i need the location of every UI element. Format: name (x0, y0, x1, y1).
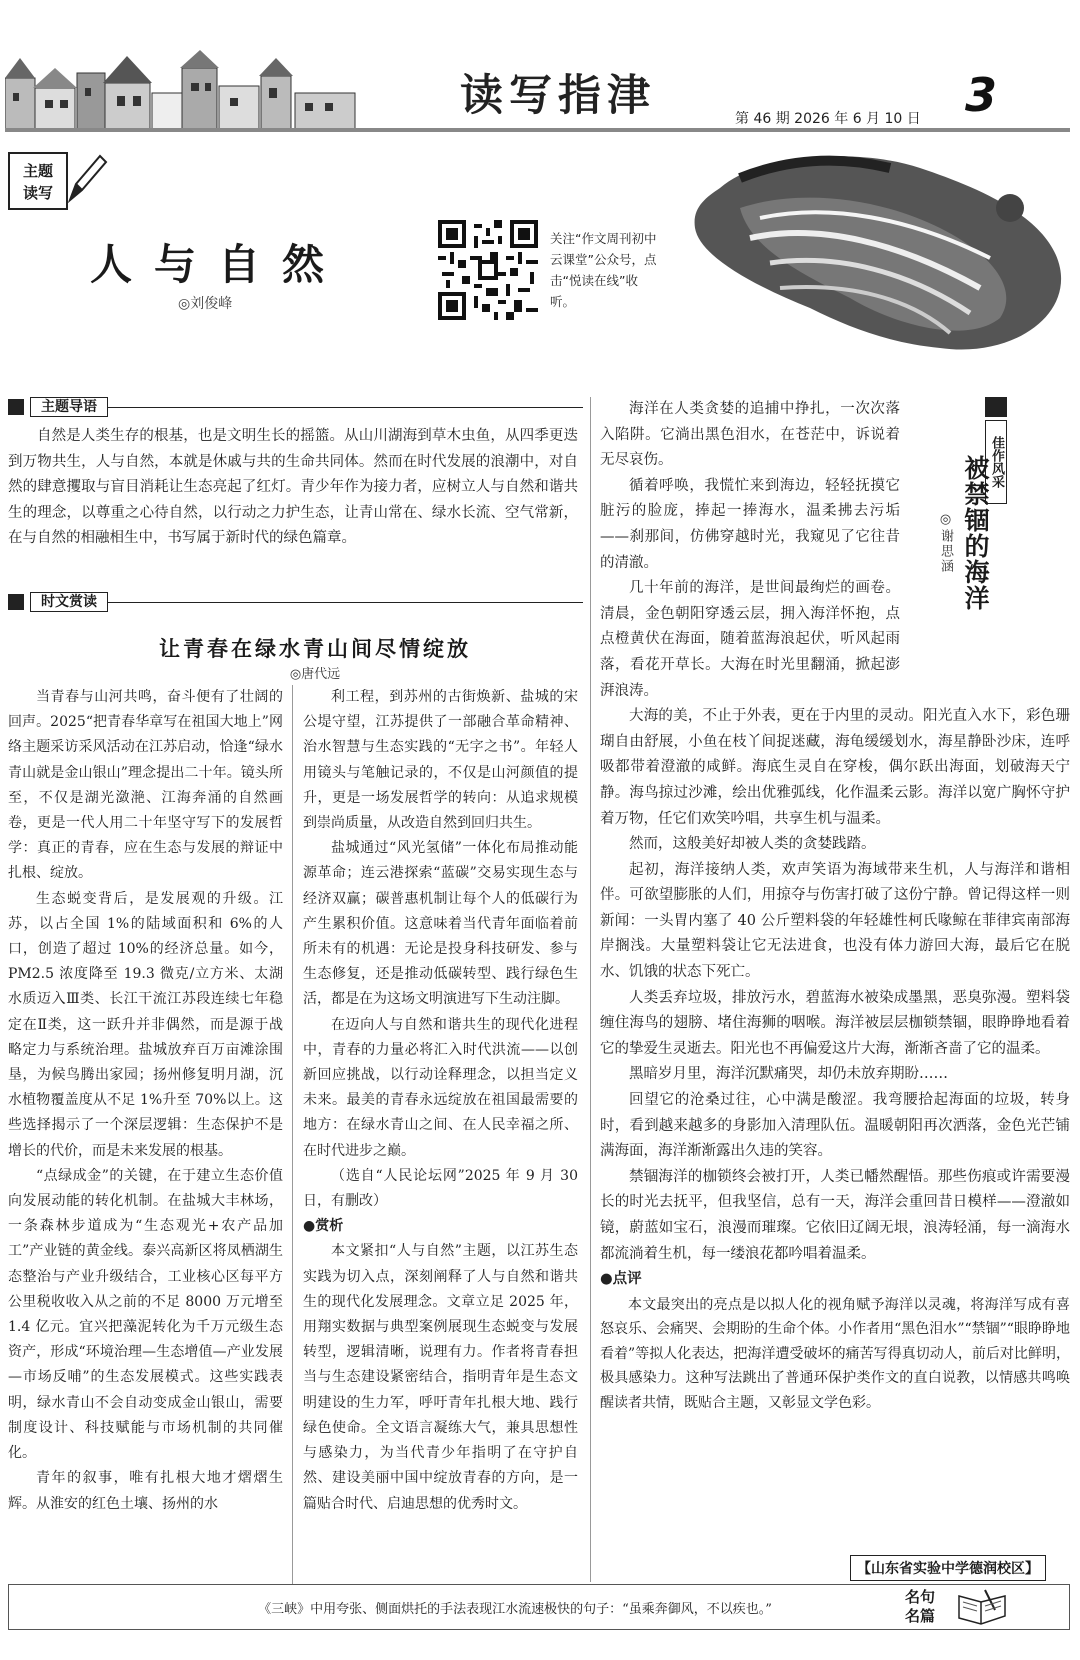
article-paragraph: 盐城通过“风光氢储”一体化布局推动能源革命；连云港探索“蓝碳”交易实现生态与经济双赢；碳普惠机制让每个人的低碳行为产生累积价值。这意味着当代青年面临着前所未有的机遇：无论是投身科技研发、参与生态修复，还是推动低碳转型、践行绿色生活，都是在为这场文明演进写下生动注脚。 (303, 840, 578, 1008)
essay-paragraph: 人类丢弃垃圾，排放污水，碧蓝海水被染成墨黑，恶臭弥漫。塑料袋缠住海鸟的翅膀、堵住海狮的咽喉。海洋被层层枷锁禁锢，眼睁睁地看着它的挚爱生灵逝去。阳光也不再偏爱这片大海，渐渐吝啬了它的温柔。 (600, 989, 1070, 1057)
essay-paragraph: 起初，海洋接纳人类，欢声笑语为海域带来生机，人与海洋和谐相伴。可欲望膨胀的人们，用掠夺与伤害打破了这份宁静。曾记得这样一则新闻：一头胃内塞了 40 公斤塑料袋的年轻雄性柯氏喙鲸在菲律宾南部海岸搁浅。大量塑料袋让它无法进食，也没有体力游回大海，最后它在脱水、饥饿的状态下死亡。 (600, 861, 1070, 981)
essay-paragraph: 黑暗岁月里，海洋沉默痛哭，却仍未放弃期盼…… (629, 1066, 948, 1083)
issue-date: 第 46 期 2026 年 6 月 10 日 (735, 111, 921, 127)
article-comment: 本文紧扣“人与自然”主题，以江苏生态实践为切入点，深刻阐释了人与自然和谐共生的现代化发展理念。文章立足 2025 年，用翔实数据与典型案例展现生态蜕变与发展转型，逻辑清晰，说理有力。作者将青春担当与生态建设紧密结合，指明青年是生态文明建设的生力军，呼吁青年扎根大地、践行绿色使命。全文语言凝练大气，兼具思想性与感染力，为当代青少年指明了在守护自然、建设美丽中国中绽放青春的方向，是一篇贴合时代、启迪思想的优秀时文。 (303, 1243, 578, 1512)
article-paragraph: 青年的叙事，唯有扎根大地才熠熠生辉。从淮安的红色土壤、扬州的水 (8, 1470, 283, 1512)
intro-text (8, 424, 578, 552)
masthead (0, 0, 1080, 140)
town-illustration (5, 48, 360, 132)
badge-line-1: 主题 (22, 162, 53, 180)
essay-paragraph: 回望它的沧桑过往，心中满是酸涩。我弯腰拾起海面的垃圾，转身时，看到越来越多的身影加入清理队伍。温暖朝阳再次洒落，金色光芒铺满海面，海洋渐渐露出久违的笑容。 (600, 1092, 1070, 1160)
footer-label-line-1: 名句 (905, 1588, 936, 1606)
article-heading (8, 592, 583, 612)
heading-line (108, 407, 583, 408)
topic-badge (8, 152, 68, 210)
badge-line-2: 读写 (22, 184, 53, 202)
article-paragraph: 当青春与山河共鸣，奋斗便有了壮阔的回声。2025“把青春华章写在祖国大地上”网络主题采访采风活动在江苏启动，恰逢“绿水青山就是金山银山”理念提出二十年。镜头所至，不仅是湖光潋滟、江海奔涌的自然画卷，更是一代人用二十年坚守写下的发展哲学：真正的青春，应在生态与发展的辩证中扎根、绽放。 (8, 689, 283, 882)
footer-label-line-2: 名篇 (905, 1607, 936, 1625)
topic-title: 人与自然 (90, 240, 347, 289)
article-column-2 (303, 685, 578, 1517)
qr-caption: 关注“作文周刊初中云课堂”公众号，点击“悦读在线”收听。 (550, 231, 657, 309)
heading-line (108, 602, 583, 603)
article-title: 让青春在绿水青山间尽情绽放 (159, 636, 471, 661)
essay-paragraph: 循着呼唤，我慌忙来到海边，轻轻抚摸它脏污的脸庞，捧起一捧海水，温柔拂去污垢——刹那间，仿佛穿越时光，我窥见了它往昔的清澈。 (600, 477, 900, 571)
essay-top-block (600, 397, 900, 704)
qr-code-icon (438, 220, 538, 320)
essay-paragraph: 海洋在人类贪婪的追捕中挣扎，一次次落入陷阱。它淌出黑色泪水，在苍茫中，诉说着无尽哀伤。 (600, 401, 900, 469)
heading-marker (8, 594, 24, 610)
essay-paragraph: 禁锢海洋的枷锁终会被打开，人类已幡然醒悟。那些伤痕或许需要漫长的时光去抚平，但我坚信，总有一天，海洋会重回昔日模样——澄澈如镜，蔚蓝如宝石，浪漫而璀璨。它依旧辽阔无垠，浪涛轻涌，每一滴海水都流淌着生机，每一缕浪花都吟唱着温柔。 (600, 1168, 1070, 1262)
school-name: 【山东省实验中学德润校区】 (850, 1555, 1046, 1581)
article-heading-label: 时文赏读 (30, 592, 108, 612)
essay-comment: 本文最突出的亮点是以拟人化的视角赋予海洋以灵魂，将海洋写成有喜怒哀乐、会痛哭、会期盼的生命个体。小作者用“黑色泪水”“禁锢”“眼睁睁地看着”等拟人化表达，把海洋遭受破坏的痛苦写得真切动人，前后对比鲜明，极具感染力。这种写法跳出了普通环保护类作文的直白说教，以情感共鸣唤醒读者共情，既贴合主题，又彰显文学色彩。 (600, 1296, 1070, 1411)
intro-paragraph: 自然是人类生存的根基，也是文明生长的摇篮。从山川湖海到草木虫鱼，从四季更迭到万物共生，人与自然，本就是休戚与共的生命共同体。然而在时代发展的浪潮中，对自然的肆意攫取与盲目消耗让生态亮起了红灯。青少年作为接力者，应树立人与自然和谐共生的理念，以尊重之心待自然，以行动之力护生态，让青山常在、绿水长流、空气常新，在与自然的相融相生中，书写属于新时代的绿色篇章。 (8, 428, 578, 546)
article-paragraph: “点绿成金”的关键，在于建立生态价值向发展动能的转化机制。在盐城大丰林场，一条森林步道成为“生态观光+农产品加工”产业链的黄金线。泰兴高新区将凤栖湖生态整治与产业升级结合，工业核心区每平方公里税收收入从之前的不足 8000 万元增至 1.4 亿元。宜兴把藻泥转化为千万元级生态资产，形成“环境治理—生态增值—产业发展—市场反哺”的生态发展模式。这些实践表明，绿水青山不会自动变成金山银山，需要制度设计、科技赋能与市场机制的共同催化。 (8, 1167, 283, 1462)
essay-column (600, 397, 1070, 1415)
article-author: ◎唐代远 (289, 667, 341, 682)
column-divider (292, 685, 293, 1585)
essay-tag: 佳作风采 (985, 420, 1007, 504)
intro-heading-label: 主题导语 (30, 397, 108, 417)
comment-heading: ●赏析 (303, 1218, 344, 1235)
essay-paragraph: 然而，这般美好却被人类的贪婪践踏。 (629, 836, 876, 853)
column-divider (590, 397, 591, 1582)
heading-marker (8, 399, 24, 415)
essay-paragraph: 大海的美，不止于外表，更在于内里的灵动。阳光直入水下，彩色珊瑚自由舒展，小鱼在枝丫间捉迷藏，海龟缓缓划水，海星静卧沙床，连呼吸都带着澄澈的咸鲜。海底生灵自在穿梭，偶尔跃出海面，划破海天宁静。海鸟掠过沙滩，绘出优雅弧线，化作温柔云影。海洋以宽广胸怀守护着万物，任它们欢笑吟唱，共享生机与温柔。 (600, 708, 1070, 827)
pen-icon (60, 148, 110, 206)
ocean-photo (680, 148, 1075, 368)
footer-quote: 《三峡》中用夸张、侧面烘托的手法表现江水流速极快的句子：“虽乘奔御风，不以疾也。” (258, 1602, 772, 1617)
page-number: 3 (965, 68, 998, 122)
book-icon (955, 1588, 1010, 1626)
essay-paragraph: 几十年前的海洋，是世间最绚烂的画卷。清晨，金色朝阳穿透云层，拥入海洋怀抱，点点橙黄伏在海面，随着蓝海浪起伏，听风起雨落，看花开草长。大海在时光里翻涌，掀起澎湃浪涛。 (600, 580, 900, 699)
article-paragraph: 在迈向人与自然和谐共生的现代化进程中，青春的力量必将汇入时代洪流——以创新回应挑战，以行动诠释理念，以担当定义未来。最美的青春永远绽放在祖国最需要的地方：在绿水青山之间、在人民幸福之所、在时代进步之巅。 (303, 1016, 578, 1159)
article-source: （选自“人民论坛网”2025 年 9 月 30 日，有删改） (303, 1167, 578, 1210)
article-column-1 (8, 685, 283, 1517)
article-paragraph: 利工程，到苏州的古街焕新、盐城的宋公堤守望，江苏提供了一部融合革命精神、治水智慧与生态实践的“无字之书”。年轻人用镜头与笔触记录的，不仅是山河颜值的提升，更是一场发展哲学的转向：从追求规模到崇尚质量，从改造自然到回归共生。 (303, 689, 578, 832)
essay-title: 被禁锢的海洋 (961, 455, 990, 611)
topic-author: ◎刘俊峰 (178, 296, 233, 312)
footer-label (905, 1588, 935, 1626)
header-rule (5, 128, 1070, 132)
article-paragraph: 生态蜕变背后，是发展观的升级。江苏，以占全国 1%的陆域面积和 6%的人口，创造了超过 10%的经济总量。如今，PM2.5 浓度降至 19.3 微克/立方米、太湖水质迈入Ⅲ类、长江干流江苏段连续七年稳定在Ⅱ类，这一跃升并非偶然，而是源于战略定力与系统治理。盐城放弃百万亩滩涂围垦，为候鸟腾出家园；扬州修复明月湖，沉水植物覆盖度从不足 1%升至 70%以上。这些选择揭示了一个深层逻辑：生态保护不是增长的代价，而是未来发展的根基。 (8, 890, 283, 1159)
comment-heading: ●点评 (600, 1271, 642, 1288)
page-title: 读写指津 (460, 71, 656, 121)
essay-author: ◎谢思涵 (938, 512, 953, 574)
intro-heading (8, 397, 583, 417)
